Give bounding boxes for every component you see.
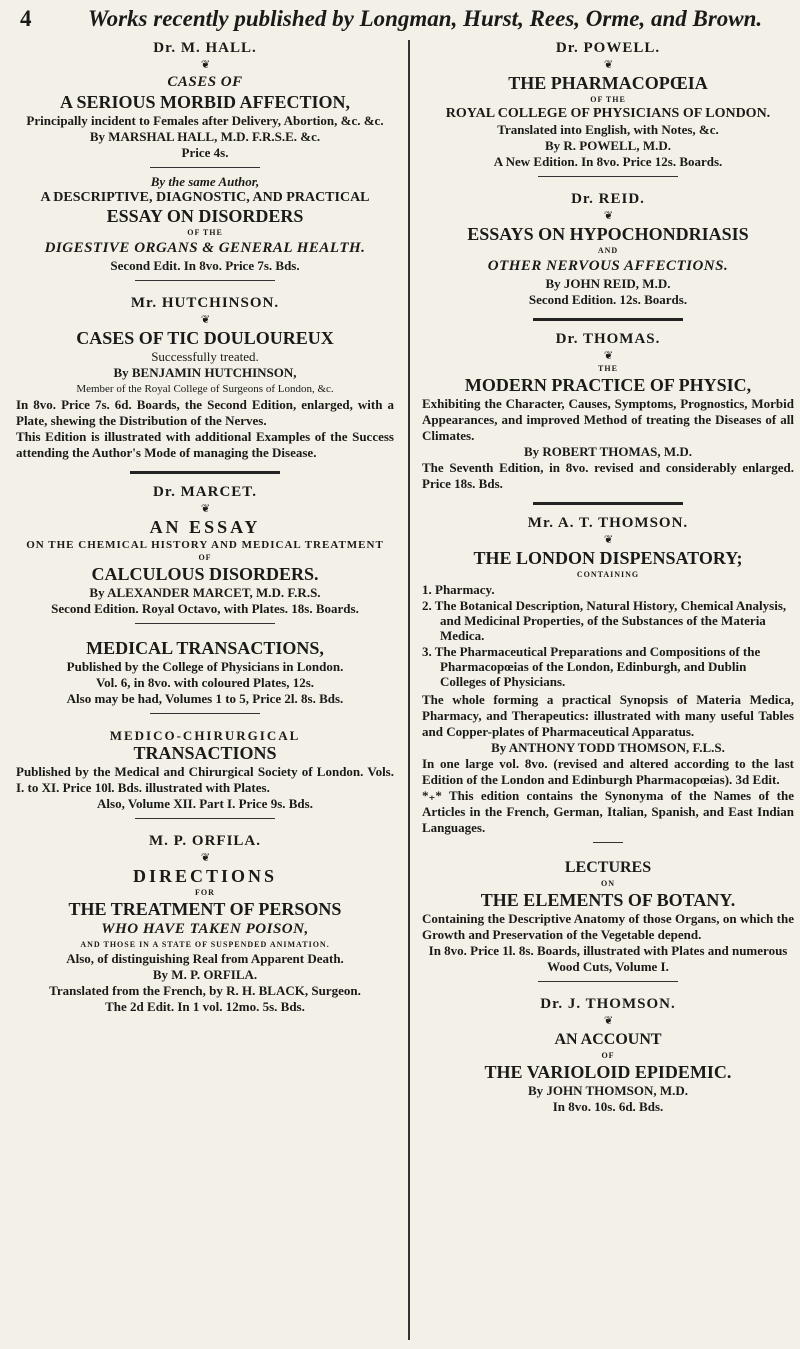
ornament: ❦ — [603, 350, 613, 362]
author-line: By ANTHONY TODD THOMSON, F.L.S. — [491, 740, 725, 755]
list-item: 1. Pharmacy. — [422, 582, 495, 597]
title-line: AND THOSE IN A STATE OF SUSPENDED ANIMATION. — [80, 940, 330, 949]
author-line: By R. POWELL, M.D. — [544, 138, 672, 153]
title-line: A SERIOUS MORBID AFFECTION, — [59, 92, 351, 112]
title-line: OTHER NERVOUS AFFECTIONS. — [487, 258, 729, 274]
ornament: ❦ — [603, 534, 613, 546]
member-line: Member of the Royal College of Surgeons of London, &c. — [76, 383, 334, 395]
entry-marcet — [16, 484, 394, 617]
edition-line: The 2d Edit. In 1 vol. 12mo. 5s. Bds. — [105, 999, 305, 1014]
rule — [150, 167, 260, 168]
entry-hall — [16, 40, 394, 274]
description-line: Vol. 6, in 8vo. with coloured Plates, 12s. — [95, 675, 315, 690]
title-line: OF — [198, 553, 212, 562]
title-line: THE ELEMENTS OF BOTANY. — [480, 890, 736, 910]
author-heading: Dr. M. HALL. — [153, 40, 257, 56]
title-line: MEDICO-CHIRURGICAL — [109, 728, 301, 743]
title-line: CONTAINING — [576, 570, 640, 579]
subtitle-line: Successfully treated. — [151, 349, 259, 364]
right-column — [422, 40, 794, 1115]
entry-orfila — [16, 833, 394, 1015]
edition-line: A New Edition. In 8vo. Price 12s. Boards. — [493, 154, 723, 169]
ornament: ❦ — [603, 59, 613, 71]
title-line: CASES OF TIC DOULOUREUX — [76, 328, 334, 348]
description-line: Translated into English, with Notes, &c. — [497, 122, 719, 137]
title-line: THE TREATMENT OF PERSONS — [68, 899, 342, 919]
ornament: ❦ — [200, 503, 210, 515]
title-line: THE PHARMACOPŒIA — [508, 73, 708, 93]
contents-list — [422, 582, 794, 689]
title-line: ESSAY ON DISORDERS — [106, 206, 304, 226]
edition-line: The Seventh Edition, in 8vo. revised and considerably enlarged. Price 18s. Bds. — [422, 460, 794, 491]
author-line: By MARSHAL HALL, M.D. F.R.S.E. &c. — [89, 129, 321, 144]
title-line: LECTURES — [564, 859, 652, 876]
author-heading: Dr. J. THOMSON. — [540, 996, 676, 1012]
author-heading: Mr. HUTCHINSON. — [130, 295, 280, 311]
author-line: By ROBERT THOMAS, M.D. — [523, 444, 693, 459]
description-para: In one large vol. 8vo. (revised and altered according to the last Edition of the London and Edinburgh Pharmacopœias). 3d Edit. — [422, 756, 794, 787]
author-heading: Dr. POWELL. — [555, 40, 661, 56]
title-line: AND — [597, 246, 619, 255]
rule — [538, 981, 678, 982]
entry-hutchinson — [16, 295, 394, 461]
author-heading: Mr. A. T. THOMSON. — [527, 515, 689, 531]
description-para: Containing the Descriptive Anatomy of those Organs, on which the Growth and Preservation of the Vegetable depend. — [422, 911, 794, 942]
rule — [150, 713, 260, 714]
title-line: A DESCRIPTIVE, DIAGNOSTIC, AND PRACTICAL — [40, 190, 370, 205]
title-line: CASES OF — [167, 74, 243, 90]
ornament: ❦ — [200, 59, 210, 71]
note-para: *₊* This edition contains the Synonyma of the Names of the Articles in the French, German, Italian, Spanish, and East Indian Languages. — [422, 788, 794, 835]
title-line: MEDICAL TRANSACTIONS, — [86, 638, 324, 658]
rule — [135, 623, 275, 624]
by-same-author: By the same Author, — [150, 174, 260, 189]
edition-line: Second Edit. In 8vo. Price 7s. Bds. — [110, 258, 300, 273]
title-line: THE LONDON DISPENSATORY; — [473, 548, 743, 568]
running-title: Works recently published by Longman, Hurst, Rees, Orme, and Brown. — [87, 6, 763, 31]
translator-line: Translated from the French, by R. H. BLACK, Surgeon. — [49, 983, 361, 998]
page-number: 4 — [20, 6, 32, 31]
rule — [135, 818, 275, 819]
title-line: DIGESTIVE ORGANS & GENERAL HEALTH. — [44, 240, 366, 256]
column-divider — [408, 40, 410, 1340]
title-line: FOR — [195, 888, 215, 897]
ornament: ❦ — [603, 1015, 613, 1027]
edition-line: Second Edition. 12s. Boards. — [528, 292, 688, 307]
entry-medico-chirurgical — [16, 729, 394, 812]
title-line: OF — [601, 1051, 615, 1060]
rule — [538, 176, 678, 177]
entry-lectures-botany — [422, 857, 794, 975]
title-line: CALCULOUS DISORDERS. — [91, 564, 319, 584]
title-line: ESSAYS ON HYPOCHONDRIASIS — [467, 224, 749, 244]
author-line: By BENJAMIN HUTCHINSON, — [113, 365, 297, 380]
entry-powell — [422, 40, 794, 170]
title-line: DIRECTIONS — [132, 866, 278, 886]
author-heading: Dr. REID. — [571, 191, 645, 207]
title-line: TRANSACTIONS — [133, 743, 277, 763]
ornament: ❦ — [200, 852, 210, 864]
description-para: The whole forming a practical Synopsis of Materia Medica, Pharmacy, and Therapeutics: illustrated with many useful Tables and Copper-plates of Pharmaceutical Apparatus. — [422, 692, 794, 739]
title-line: WHO HAVE TAKEN POISON, — [101, 921, 309, 937]
title-line: MODERN PRACTICE OF PHYSIC, — [464, 375, 752, 395]
author-line: By ALEXANDER MARCET, M.D. F.R.S. — [89, 585, 321, 600]
entry-thomson-dispensatory — [422, 515, 794, 836]
edition-line: In 8vo. Price 1l. 8s. Boards, illustrated with Plates and numerous Wood Cuts, Volume I. — [428, 943, 788, 974]
price-line: Price 4s. — [181, 145, 229, 160]
edition-line: Second Edition. Royal Octavo, with Plates. 18s. Boards. — [51, 601, 359, 616]
rule — [533, 318, 683, 321]
description-para: Published by the Medical and Chirurgical Society of London. Vols. I. to XI. Price 10l. Bds. illustrated with Plates. — [16, 764, 394, 795]
running-head — [0, 4, 800, 38]
entry-reid — [422, 191, 794, 308]
title-line: OF THE — [590, 95, 626, 104]
description-para: Exhibiting the Character, Causes, Symptoms, Prognostics, Morbid Appearances, and improved Method of treating the Diseases of all Climates. — [422, 396, 794, 443]
edition-line: In 8vo. 10s. 6d. Bds. — [552, 1099, 664, 1114]
title-line: THE — [598, 364, 618, 373]
title-line: AN ESSAY — [149, 517, 261, 537]
author-heading: M. P. ORFILA. — [148, 833, 262, 849]
description-line: Also, of distinguishing Real from Apparent Death. — [66, 951, 344, 966]
list-item: 3. The Pharmaceutical Preparations and Compositions of the Pharmacopœias of the London, Edinburgh, and Dublin Colleges of Physicians. — [422, 644, 761, 689]
rule — [135, 280, 275, 281]
author-line: By JOHN REID, M.D. — [545, 276, 671, 291]
ornament: ❦ — [200, 314, 210, 326]
title-line: ON — [601, 879, 615, 888]
title-line: ON THE CHEMICAL HISTORY AND MEDICAL TREATMENT — [26, 539, 384, 551]
title-line: AN ACCOUNT — [554, 1031, 662, 1048]
rule — [593, 842, 623, 843]
author-line: By JOHN THOMSON, M.D. — [527, 1083, 689, 1098]
price-line: Also, Volume XII. Part I. Price 9s. Bds. — [97, 796, 313, 811]
entry-thomas — [422, 331, 794, 492]
entry-medical-transactions — [16, 638, 394, 707]
description-para: In 8vo. Price 7s. 6d. Boards, the Second Edition, enlarged, with a Plate, shewing the Distribution of the Nerves. — [16, 397, 394, 428]
entry-j-thomson — [422, 996, 794, 1115]
author-line: By M. P. ORFILA. — [152, 967, 258, 982]
description-line: Published by the College of Physicians in London. — [66, 659, 344, 674]
price-line: Also may be had, Volumes 1 to 5, Price 2l. 8s. Bds. — [66, 691, 344, 706]
description-para: This Edition is illustrated with additional Examples of the Success attending the Author's Mode of managing the Disease. — [16, 429, 394, 460]
title-line: ROYAL COLLEGE OF PHYSICIANS OF LONDON. — [445, 106, 771, 121]
author-heading: Dr. THOMAS. — [555, 331, 661, 347]
left-column — [16, 40, 394, 1015]
ornament: ❦ — [603, 210, 613, 222]
rule — [533, 502, 683, 505]
list-item: 2. The Botanical Description, Natural History, Chemical Analysis, and Medicinal Properties, of the Substances of the Materia Medica. — [422, 598, 787, 643]
title-line: OF THE — [187, 228, 223, 237]
author-heading: Dr. MARCET. — [153, 484, 257, 500]
rule — [130, 471, 280, 474]
description-line: Principally incident to Females after Delivery, Abortion, &c. &c. — [26, 113, 384, 128]
title-line: THE VARIOLOID EPIDEMIC. — [484, 1062, 732, 1082]
